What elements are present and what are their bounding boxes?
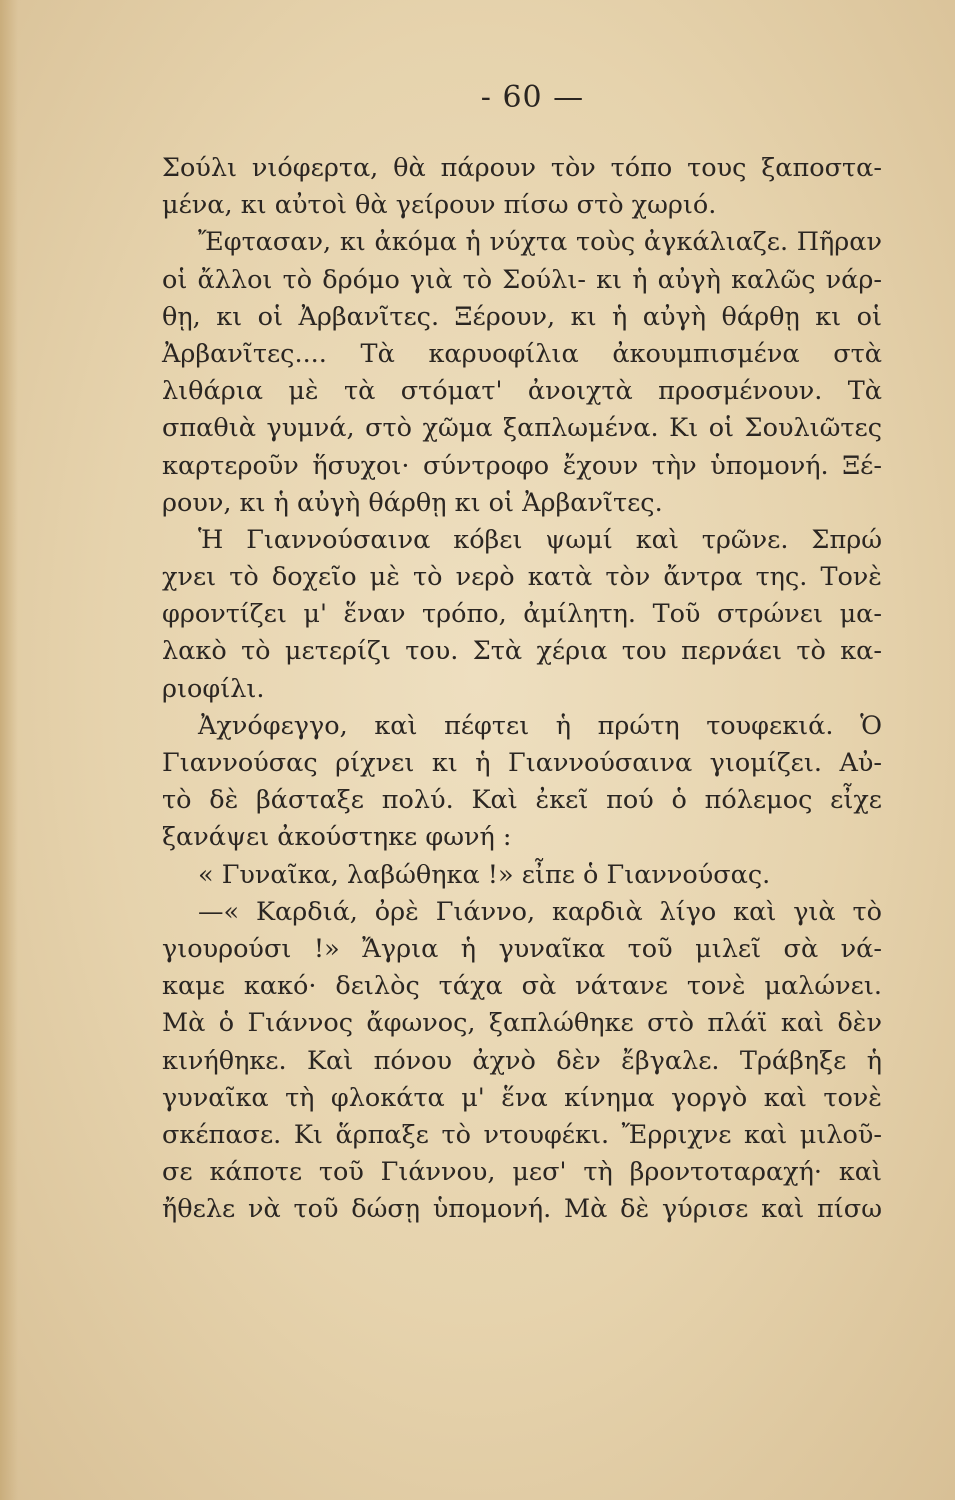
text-line: κινήθηκε. Καὶ πόνου ἀχνὸ δὲν ἔβγαλε. Τράβηξε ἡ [162,1045,882,1076]
text-line: καρτεροῦν ἥσυχοι· σύντροφο ἔχουν τὴν ὑπομονή. Ξέ- [162,450,882,481]
text-line: σκέπασε. Κι ἅρπαξε τὸ ντουφέκι. Ἔρριχνε καὶ μιλοῦ- [162,1119,882,1150]
text-line: « Γυναῖκα, λαβώθηκα !» εἶπε ὁ Γιαννούσας. [198,859,771,890]
body-text [162,150,882,1228]
text-line: σπαθιὰ γυμνά, στὸ χῶμα ξαπλωμένα. Κι οἱ Σουλιῶτες [162,413,882,444]
text-line: Ἀχνόφεγγο, καὶ πέφτει ἡ πρώτη τουφεκιά. Ὁ [198,710,882,741]
text-line: καμε κακό· δειλὸς τάχα σὰ νάτανε τονὲ μαλώνει. [162,971,882,1002]
page-edge-shading [0,0,18,1500]
text-line: Σούλι νιόφερτα, θὰ πάρουν τὸν τόπο τους ξαποστα- [162,153,882,183]
text-line: λακὸ τὸ μετερίζι του. Στὰ χέρια του περνάει τὸ κα- [162,636,882,667]
text-line: —« Καρδιά, ὀρὲ Γιάννο, καρδιὰ λίγο καὶ γιὰ τὸ [198,896,882,927]
text-line: γυναῖκα τὴ φλοκάτα μ' ἕνα κίνημα γοργὸ καὶ τονὲ [162,1082,882,1113]
text-line: ἤθελε νὰ τοῦ δώσῃ ὑπομονή. Μὰ δὲ γύρισε καὶ πίσω [162,1194,882,1225]
text-line: ξανάψει ἀκούστηκε φωνή : [162,822,512,853]
text-line: χνει τὸ δοχεῖο μὲ τὸ νερὸ κατὰ τὸν ἄντρα της. Τονὲ [162,562,882,593]
text-line: λιθάρια μὲ τὰ στόματ' ἀνοιχτὰ προσμένουν. Τὰ [162,376,882,407]
page-number: - 60 — [480,80,585,115]
text-line: ριοφίλι. [162,673,265,704]
text-line: μένα, κι αὐτοὶ θὰ γείρουν πίσω στὸ χωριό. [162,190,717,221]
text-line: τὸ δὲ βάσταξε πολύ. Καὶ ἐκεῖ πού ὁ πόλεμος εἶχε [162,785,882,816]
text-line: σε κάποτε τοῦ Γιάννου, μεσ' τὴ βροντοταραχή· καὶ [162,1157,882,1188]
text-line: Ἔφτασαν, κι ἀκόμα ἡ νύχτα τοὺς ἀγκάλιαζε. Πῆραν [198,227,882,258]
text-line: φροντίζει μ' ἕναν τρόπο, ἀμίλητη. Τοῦ στρώνει μα- [162,599,882,630]
text-line: ρουν, κι ἡ αὐγὴ θάρθῃ κι οἱ Ἀρβανῖτες. [162,487,663,518]
text-line: θῃ, κι οἱ Ἀρβανῖτες. Ξέρουν, κι ἡ αὐγὴ θάρθῃ κι οἱ [162,301,882,332]
text-line: γιουρούσι !» Ἄγρια ἡ γυναῖκα τοῦ μιλεῖ σὰ νά- [162,933,882,964]
text-line: οἱ ἄλλοι τὸ δρόμο γιὰ τὸ Σούλι- κι ἡ αὐγὴ καλῶς νάρ- [162,264,882,295]
text-line: Μὰ ὁ Γιάννος ἄφωνος, ξαπλώθηκε στὸ πλάϊ καὶ δὲν [162,1008,882,1039]
text-line: Ἀρβανῖτες.... Τὰ καρυοφίλια ἀκουμπισμένα στὰ [162,338,882,369]
text-line: Ἡ Γιαννούσαινα κόβει ψωμί καὶ τρῶνε. Σπρώ [198,524,882,555]
text-line: Γιαννούσας ρίχνει κι ἡ Γιαννούσαινα γιομίζει. Αὐ- [162,748,882,778]
